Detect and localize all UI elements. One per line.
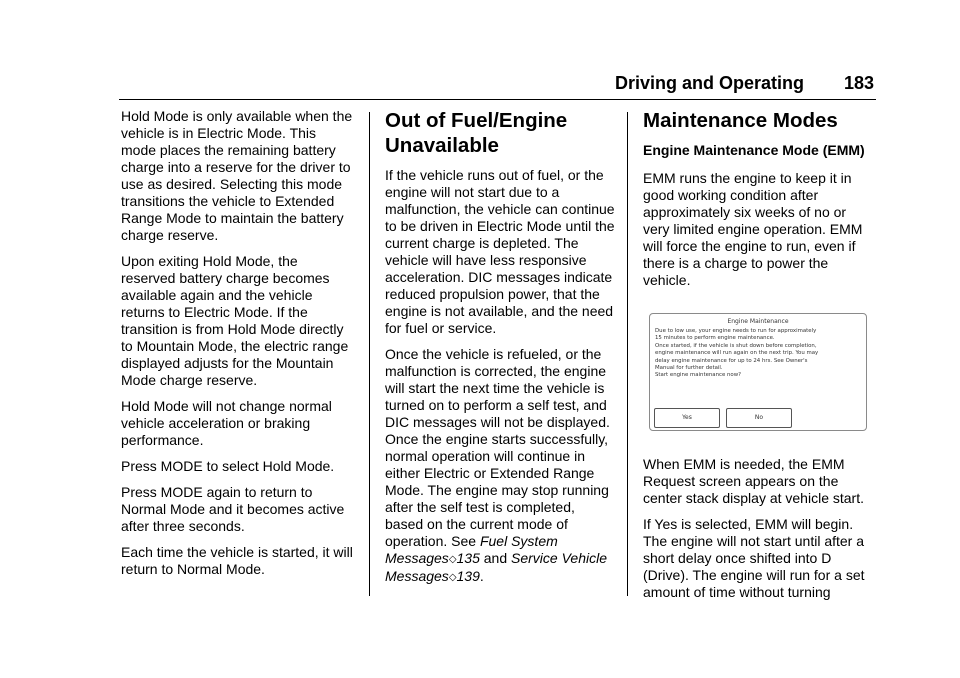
dialog-line: 15 minutes to perform engine maintenance. — [655, 335, 775, 342]
page-reference-icon: ◇ — [448, 572, 457, 583]
page-header — [0, 70, 960, 100]
paragraph — [385, 346, 615, 586]
column-left — [121, 108, 353, 587]
conjunction: and — [479, 550, 512, 566]
section-heading: Maintenance Modes — [643, 109, 838, 132]
paragraph: Each time the vehicle is started, it will return to Normal Mode. — [121, 544, 353, 577]
page-reference-icon: ◇ — [448, 554, 457, 565]
paragraph: If Yes is selected, EMM will begin. The engine will not start until after a short delay once shifted into D (Drive). The engine will run for a set amount of time without turning — [643, 516, 865, 600]
dialog-line: engine maintenance will run again on the next trip. You may — [655, 350, 819, 357]
section-heading: Out of Fuel/Engine Unavailable — [385, 109, 568, 157]
dialog-line: Manual for further detail. — [655, 365, 723, 372]
dialog-line: delay engine maintenance for up to 24 hrs. See Owner's — [655, 357, 808, 364]
page-reference[interactable]: 139 — [456, 568, 480, 584]
subsection-heading: Engine Maintenance Mode (EMM) — [643, 142, 865, 158]
dialog-line: Once started, if the vehicle is shut down before completion, — [655, 342, 817, 349]
column-divider — [627, 112, 628, 596]
paragraph: Hold Mode will not change normal vehicle acceleration or braking performance. — [121, 398, 332, 448]
paragraph: If the vehicle runs out of fuel, or the engine will not start due to a malfunction, the vehicle can continue to be driven in Electric Mode until the current charge is depleted. The vehicle will have less responsive acceleration. DIC messages indicate reduced propulsion power, that the engine is not available, and the need for fuel or service. — [385, 167, 615, 336]
paragraph: EMM runs the engine to keep it in good working condition after approximately six weeks of no or very limited engine operation. EMM will force the engine to run, even if there is a charge to power the vehicle. — [643, 170, 863, 288]
dialog-body — [650, 326, 866, 380]
cross-reference-link[interactable]: Service Vehicle Messages — [385, 550, 607, 584]
paragraph: Press MODE again to return to Normal Mode and it becomes active after three seconds. — [121, 484, 345, 534]
column-right — [643, 108, 875, 610]
period: . — [479, 568, 484, 584]
dialog-line: Start engine maintenance now? — [655, 372, 741, 379]
paragraph: Upon exiting Hold Mode, the reserved battery charge becomes available again and the vehicle returns to Electric Mode. If the transition is from Hold Mode directly to Mountain Mode, the electric range displayed adjusts for the Mountain Mode charge reserve. — [121, 253, 349, 388]
paragraph: When EMM is needed, the EMM Request screen appears on the center stack display at vehicle start. — [643, 456, 864, 506]
cross-reference-link[interactable]: Fuel System Messages — [385, 533, 558, 566]
emm-dialog-illustration — [649, 313, 867, 431]
paragraph-text: Once the vehicle is refueled, or the malfunction is corrected, the engine will start the next time the vehicle is turned on to perform a self test, and DIC messages will not be displayed. Once the engine starts successfully, normal operation will continue in either Electric or Extended Range Mode. The engine may stop running after the self test is completed, based on the current mode of operation. See — [385, 346, 610, 549]
page-reference[interactable]: 135 — [456, 550, 480, 566]
paragraph: Press MODE to select Hold Mode. — [121, 458, 335, 474]
page-number: 183 — [843, 73, 874, 93]
column-divider — [369, 112, 370, 596]
no-button[interactable]: No — [726, 408, 792, 428]
yes-button[interactable]: Yes — [654, 408, 720, 428]
header-rule — [119, 99, 876, 100]
dialog-line: Due to low use, your engine needs to run for approximately — [655, 328, 817, 334]
dialog-title: Engine Maintenance — [727, 318, 789, 325]
paragraph: Hold Mode is only available when the vehicle is in Electric Mode. This mode places the remaining battery charge into a reserve for the driver to use as desired. Selecting this mode transitions the vehicle to Extended Range Mode to maintain the battery charge reserve. — [121, 108, 353, 243]
column-middle — [385, 108, 615, 595]
section-title: Driving and Operating — [614, 73, 804, 93]
